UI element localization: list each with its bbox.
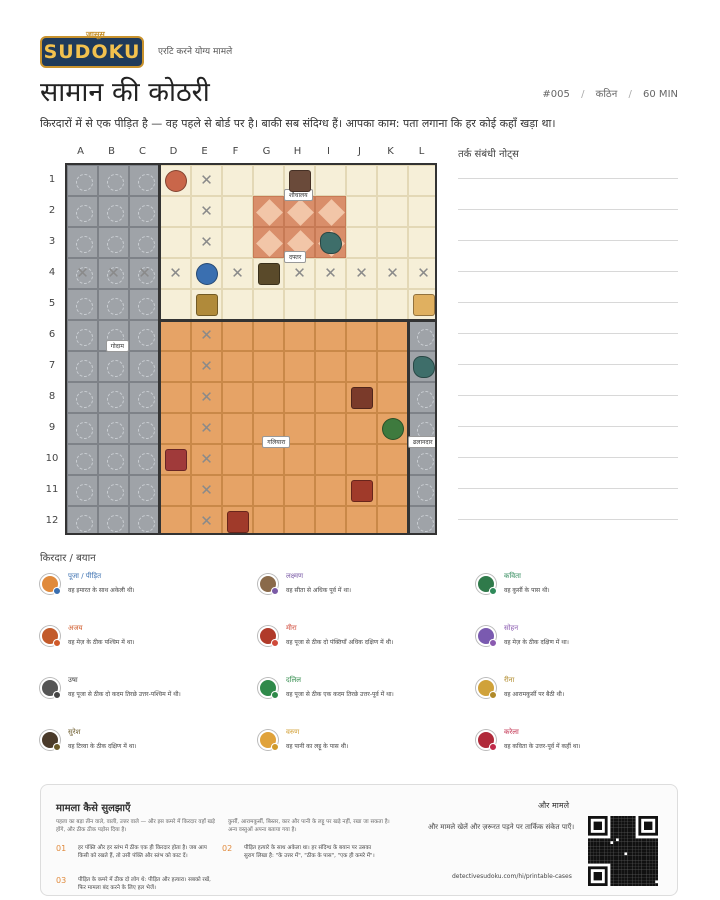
row-header: 6	[48, 329, 56, 340]
board-cell[interactable]	[315, 413, 346, 444]
board-cell[interactable]	[67, 196, 98, 227]
character-statement: वह मेज़ के ठीक पश्चिम में था।	[68, 639, 135, 646]
character-card	[258, 572, 468, 612]
character-statement: वह टिव्वा के ठीक दक्षिण में था।	[68, 743, 137, 750]
character-card	[40, 624, 250, 664]
x-mark: ✕	[293, 264, 306, 282]
case-time: 60 MIN	[643, 89, 678, 100]
board-cell[interactable]	[98, 351, 129, 382]
board-cell[interactable]	[222, 227, 253, 258]
column-header: I	[327, 146, 330, 157]
board-cell[interactable]	[222, 196, 253, 227]
notes-line[interactable]	[458, 395, 678, 396]
board-cell[interactable]	[253, 320, 284, 351]
column-header: L	[418, 146, 425, 157]
character-badge	[53, 743, 61, 751]
character-badge	[53, 587, 61, 595]
case-number: #005	[542, 89, 570, 100]
row-header: 2	[48, 205, 56, 216]
character-name: सोहन	[504, 624, 519, 632]
x-mark: ✕	[200, 481, 213, 499]
how-to-solve-title: मामला कैसे सुलझाएँ	[56, 803, 131, 814]
header-subtitle: एरटि करने योग्य मामले	[158, 47, 233, 57]
x-mark: ✕	[76, 264, 89, 282]
board-cell[interactable]	[377, 196, 408, 227]
room-label: ढलानदार	[408, 436, 437, 448]
character-card	[258, 728, 468, 768]
step-number: 02	[222, 844, 233, 853]
board-cell[interactable]	[377, 165, 408, 196]
character-name: पूजा / पीड़ित	[68, 572, 102, 580]
board-cell[interactable]	[315, 165, 346, 196]
board-cell[interactable]	[346, 351, 377, 382]
board-cell[interactable]	[222, 444, 253, 475]
column-header: A	[77, 146, 84, 157]
board-object-icon	[196, 294, 218, 316]
row-header: 9	[48, 422, 56, 433]
more-cases-desc: और मामले खेलें और ज़रूरत पड़ने पर तार्किक संकेत पाएँ।	[428, 823, 575, 831]
intro-text: किरदारों में से एक पीड़ित है — वह पहले से बोर्ड पर है। बाकी सब संदिग्ध हैं। आपका काम: पता लगाना कि हर कोई कहाँ खड़ा था।	[40, 117, 556, 130]
board-object-icon	[351, 387, 373, 409]
room-wall	[158, 165, 161, 535]
character-badge	[489, 743, 497, 751]
character-card	[40, 728, 250, 768]
character-badge	[271, 639, 279, 647]
board-cell[interactable]	[315, 320, 346, 351]
x-mark: ✕	[200, 326, 213, 344]
x-mark: ✕	[231, 264, 244, 282]
column-header: H	[293, 146, 302, 157]
board-cell[interactable]	[284, 475, 315, 506]
board-cell[interactable]	[129, 227, 160, 258]
notes-line[interactable]	[458, 240, 678, 241]
board-cell[interactable]	[160, 227, 191, 258]
character-name: दलिल	[286, 676, 302, 684]
notes-title: तर्क संबंधी नोट्स	[458, 149, 519, 160]
how-intro-left: पहला का बड़ा तीन वाले, वाली, उत्तर वाले — और इस कमरे में किरदार वहाँ खड़े होंगे, और ठीक ठीक पड़ोस दिया है।	[56, 819, 215, 833]
board-object-icon	[227, 511, 249, 533]
character-badge	[489, 639, 497, 647]
board-cell[interactable]	[315, 506, 346, 535]
board-cell[interactable]	[129, 444, 160, 475]
x-mark: ✕	[200, 450, 213, 468]
board-cell[interactable]	[222, 413, 253, 444]
board-cell[interactable]	[98, 165, 129, 196]
step-text: हर पंक्ति और हर स्तंभ में ठीक एक ही किरदार होता है। जब आप किसी को रखते हैं, तो उसी पंक्ति और स्तंभ को काट दें।	[78, 845, 207, 859]
board-cell[interactable]	[346, 413, 377, 444]
character-statement: वह सीता से अधिक पूर्व में था।	[286, 587, 352, 594]
column-header: D	[169, 146, 178, 157]
board-cell[interactable]	[284, 351, 315, 382]
board-cell[interactable]	[377, 475, 408, 506]
board-cell[interactable]	[222, 320, 253, 351]
board-cell[interactable]	[129, 320, 160, 351]
row-header: 7	[48, 360, 56, 371]
character-badge	[53, 639, 61, 647]
row-header: 5	[48, 298, 56, 309]
board-cell[interactable]	[98, 506, 129, 535]
character-card	[476, 676, 686, 716]
board-cell[interactable]	[222, 382, 253, 413]
board-cell[interactable]	[253, 475, 284, 506]
room-label: शौचालय	[284, 189, 313, 201]
board-cell[interactable]	[408, 165, 437, 196]
board-cell[interactable]	[67, 351, 98, 382]
x-mark: ✕	[355, 264, 368, 282]
notes-line[interactable]	[458, 457, 678, 458]
qr-code-icon[interactable]	[588, 816, 658, 886]
column-header: E	[201, 146, 208, 157]
x-mark: ✕	[200, 171, 213, 189]
board-cell[interactable]	[222, 165, 253, 196]
board-cell[interactable]	[377, 444, 408, 475]
character-statement: वह मेज़ के ठीक दक्षिण में था।	[504, 639, 569, 646]
board-cell[interactable]	[284, 382, 315, 413]
board-cell[interactable]	[160, 196, 191, 227]
board-cell[interactable]	[222, 475, 253, 506]
board-cell[interactable]	[67, 444, 98, 475]
board-cell[interactable]	[129, 475, 160, 506]
board-cell[interactable]	[408, 320, 437, 351]
character-card	[476, 728, 686, 768]
board-cell[interactable]	[253, 382, 284, 413]
character-statement: वह कविता के उत्तर-पूर्व में कहीं था।	[504, 743, 581, 750]
x-mark: ✕	[200, 419, 213, 437]
row-header: 3	[48, 236, 56, 247]
board-cell[interactable]	[129, 506, 160, 535]
step-text: पीड़ित के कमरे में ठीक दो लोग थे: पीड़ित और हत्यारा। सबको रखें, फिर मामला बंद करने के लिए हल भेजें।	[78, 877, 211, 891]
board-cell[interactable]	[67, 227, 98, 258]
column-header: B	[108, 146, 115, 157]
board-cell[interactable]	[284, 289, 315, 320]
character-card	[258, 676, 468, 716]
board-object-icon	[258, 263, 280, 285]
column-header: K	[387, 146, 394, 157]
board-cell[interactable]	[408, 227, 437, 258]
character-name: लक्ष्मण	[286, 572, 304, 580]
board-object-icon	[382, 418, 404, 440]
character-badge	[271, 743, 279, 751]
character-card	[476, 624, 686, 664]
character-badge	[53, 691, 61, 699]
board-cell[interactable]	[284, 444, 315, 475]
notes-line[interactable]	[458, 302, 678, 303]
board-cell[interactable]	[160, 382, 191, 413]
page-title: सामान की कोठरी	[40, 77, 210, 108]
room-label: दफ्तर	[284, 251, 306, 263]
board-cell[interactable]	[160, 413, 191, 444]
character-badge	[489, 587, 497, 595]
character-name: रीना	[504, 676, 515, 684]
character-card	[40, 676, 250, 716]
x-mark: ✕	[200, 202, 213, 220]
character-statement: वह पूजा से ठीक दो कदम तिरछे उत्तर-पश्चिम में थी।	[68, 691, 181, 698]
room-label: गोदाम	[106, 340, 129, 352]
board-cell[interactable]	[160, 320, 191, 351]
board-cell[interactable]	[408, 382, 437, 413]
character-statement: वह कुर्सी के पास थी।	[504, 587, 550, 594]
board-cell[interactable]	[377, 227, 408, 258]
column-header: F	[232, 146, 239, 157]
board-cell[interactable]	[346, 196, 377, 227]
board-object-icon	[413, 356, 435, 378]
puzzle-board[interactable]	[65, 163, 437, 535]
board-cell[interactable]	[377, 382, 408, 413]
x-mark: ✕	[107, 264, 120, 282]
column-header: G	[262, 146, 271, 157]
x-mark: ✕	[200, 357, 213, 375]
notes-line[interactable]	[458, 488, 678, 489]
board-cell[interactable]	[315, 475, 346, 506]
notes-line[interactable]	[458, 333, 678, 334]
board-cell[interactable]	[67, 475, 98, 506]
brand-logo	[40, 30, 144, 68]
x-mark: ✕	[200, 388, 213, 406]
column-header: C	[139, 146, 146, 157]
character-badge	[489, 691, 497, 699]
board-cell[interactable]	[253, 289, 284, 320]
notes-line[interactable]	[458, 364, 678, 365]
x-mark: ✕	[386, 264, 399, 282]
character-name: अजय	[68, 624, 83, 632]
board-cell[interactable]	[284, 320, 315, 351]
board-cell[interactable]	[346, 506, 377, 535]
x-mark: ✕	[169, 264, 182, 282]
board-cell[interactable]	[284, 506, 315, 535]
x-mark: ✕	[324, 264, 337, 282]
more-cases-title: और मामले	[538, 801, 570, 810]
notes-line[interactable]	[458, 271, 678, 272]
board-cell[interactable]	[377, 289, 408, 320]
x-mark: ✕	[200, 512, 213, 530]
character-statement: वह पूजा से ठीक एक कदम तिरछे उत्तर-पूर्व में था।	[286, 691, 394, 698]
board-object-icon	[320, 232, 342, 254]
board-cell[interactable]	[253, 444, 284, 475]
character-statement: वह आरामकुर्सी पर बैठी थी।	[504, 691, 565, 698]
board-cell[interactable]	[160, 289, 191, 320]
board-object-icon	[351, 480, 373, 502]
x-mark: ✕	[417, 264, 430, 282]
board-cell[interactable]	[315, 382, 346, 413]
board-cell[interactable]	[98, 289, 129, 320]
character-statement: वह पानी का लट्टू के पास थी।	[286, 743, 349, 750]
board-cell[interactable]	[315, 444, 346, 475]
room-label: गलियारा	[262, 436, 290, 448]
characters-title: किरदार / बयान	[40, 553, 96, 564]
case-meta: #005 / कठिन / 60 MIN	[542, 89, 678, 100]
board-cell[interactable]	[315, 196, 346, 227]
board-cell[interactable]	[377, 320, 408, 351]
row-header: 10	[45, 453, 59, 464]
character-name: वरुण	[286, 728, 300, 736]
board-cell[interactable]	[253, 351, 284, 382]
board-cell[interactable]	[222, 351, 253, 382]
board-cell[interactable]	[408, 196, 437, 227]
more-cases-url[interactable]: detectivesudoku.com/hi/printable-cases	[452, 873, 572, 880]
board-cell[interactable]	[98, 382, 129, 413]
board-cell[interactable]	[346, 444, 377, 475]
board-cell[interactable]	[315, 351, 346, 382]
board-cell[interactable]	[408, 506, 437, 535]
room-wall	[407, 319, 410, 535]
board-cell[interactable]	[98, 475, 129, 506]
step-number: 01	[56, 844, 67, 853]
character-card	[40, 572, 250, 612]
row-header: 8	[48, 391, 56, 402]
board-cell[interactable]	[67, 506, 98, 535]
row-header: 11	[45, 484, 59, 495]
board-cell[interactable]	[346, 289, 377, 320]
board-cell[interactable]	[253, 506, 284, 535]
board-cell[interactable]	[253, 196, 284, 227]
x-mark: ✕	[200, 233, 213, 251]
notes-line[interactable]	[458, 209, 678, 210]
board-cell[interactable]	[129, 289, 160, 320]
board-cell[interactable]	[253, 227, 284, 258]
board-cell[interactable]	[67, 165, 98, 196]
board-cell[interactable]	[98, 444, 129, 475]
how-intro-right: कुर्सी, आरामकुर्सी, बिस्तर, कार और पानी के लट्टू पर खड़े नहीं, रखा जा सकता है। अन्य वस्तुओं अपना बताया गया है।	[228, 819, 390, 833]
board-cell[interactable]	[160, 506, 191, 535]
board-cell[interactable]	[67, 382, 98, 413]
board-object-icon	[413, 294, 435, 316]
row-header: 1	[48, 174, 56, 185]
board-cell[interactable]	[222, 289, 253, 320]
step-number: 03	[56, 876, 67, 885]
board-cell[interactable]	[67, 320, 98, 351]
board-cell[interactable]	[346, 227, 377, 258]
board-cell[interactable]	[129, 165, 160, 196]
board-cell[interactable]	[98, 227, 129, 258]
notes-line[interactable]	[458, 519, 678, 520]
board-object-icon	[289, 170, 311, 192]
character-name: करेला	[504, 728, 519, 736]
board-object-icon	[196, 263, 218, 285]
board-cell[interactable]	[253, 165, 284, 196]
board-cell[interactable]	[129, 351, 160, 382]
board-cell[interactable]	[160, 475, 191, 506]
column-header: J	[358, 146, 361, 157]
board-object-icon	[165, 170, 187, 192]
board-cell[interactable]	[315, 289, 346, 320]
board-cell[interactable]	[408, 444, 437, 475]
board-cell[interactable]	[129, 382, 160, 413]
board-cell[interactable]	[67, 413, 98, 444]
character-name: कविता	[504, 572, 521, 580]
board-cell[interactable]	[129, 413, 160, 444]
case-difficulty: कठिन	[595, 89, 618, 100]
row-header: 4	[48, 267, 56, 278]
character-name: मीरा	[286, 624, 297, 632]
character-statement: वह पूजा से ठीक दो पंक्तियाँ अधिक दक्षिण में थी।	[286, 639, 394, 646]
board-cell[interactable]	[346, 165, 377, 196]
board-cell[interactable]	[160, 351, 191, 382]
character-name: सुरेश	[68, 728, 81, 736]
character-badge	[271, 691, 279, 699]
board-object-icon	[165, 449, 187, 471]
board-cell[interactable]	[98, 196, 129, 227]
notes-line[interactable]	[458, 178, 678, 179]
board-cell[interactable]	[346, 320, 377, 351]
character-statement: वह इमारत के साथ अकेली थी।	[68, 587, 135, 594]
brand-logo-word: SUDOKU	[43, 41, 141, 63]
board-cell[interactable]	[408, 475, 437, 506]
board-cell[interactable]	[98, 413, 129, 444]
brand-logo-top: जासूस	[86, 30, 105, 39]
board-cell[interactable]	[67, 289, 98, 320]
character-badge	[271, 587, 279, 595]
step-text: पीड़ित हत्यारे के साथ अकेला था। हर संदिग्ध के बयान पर उसका सुराग लिखा है: "के उत्तर में", "ठीक के पास", "एक ही कमरे में"।	[244, 845, 375, 859]
board-cell[interactable]	[377, 506, 408, 535]
row-header: 12	[45, 515, 59, 526]
character-card	[258, 624, 468, 664]
character-card	[476, 572, 686, 612]
board-cell[interactable]	[377, 351, 408, 382]
character-name: उषा	[68, 676, 78, 684]
board-cell[interactable]	[129, 196, 160, 227]
x-mark: ✕	[138, 264, 151, 282]
notes-line[interactable]	[458, 426, 678, 427]
